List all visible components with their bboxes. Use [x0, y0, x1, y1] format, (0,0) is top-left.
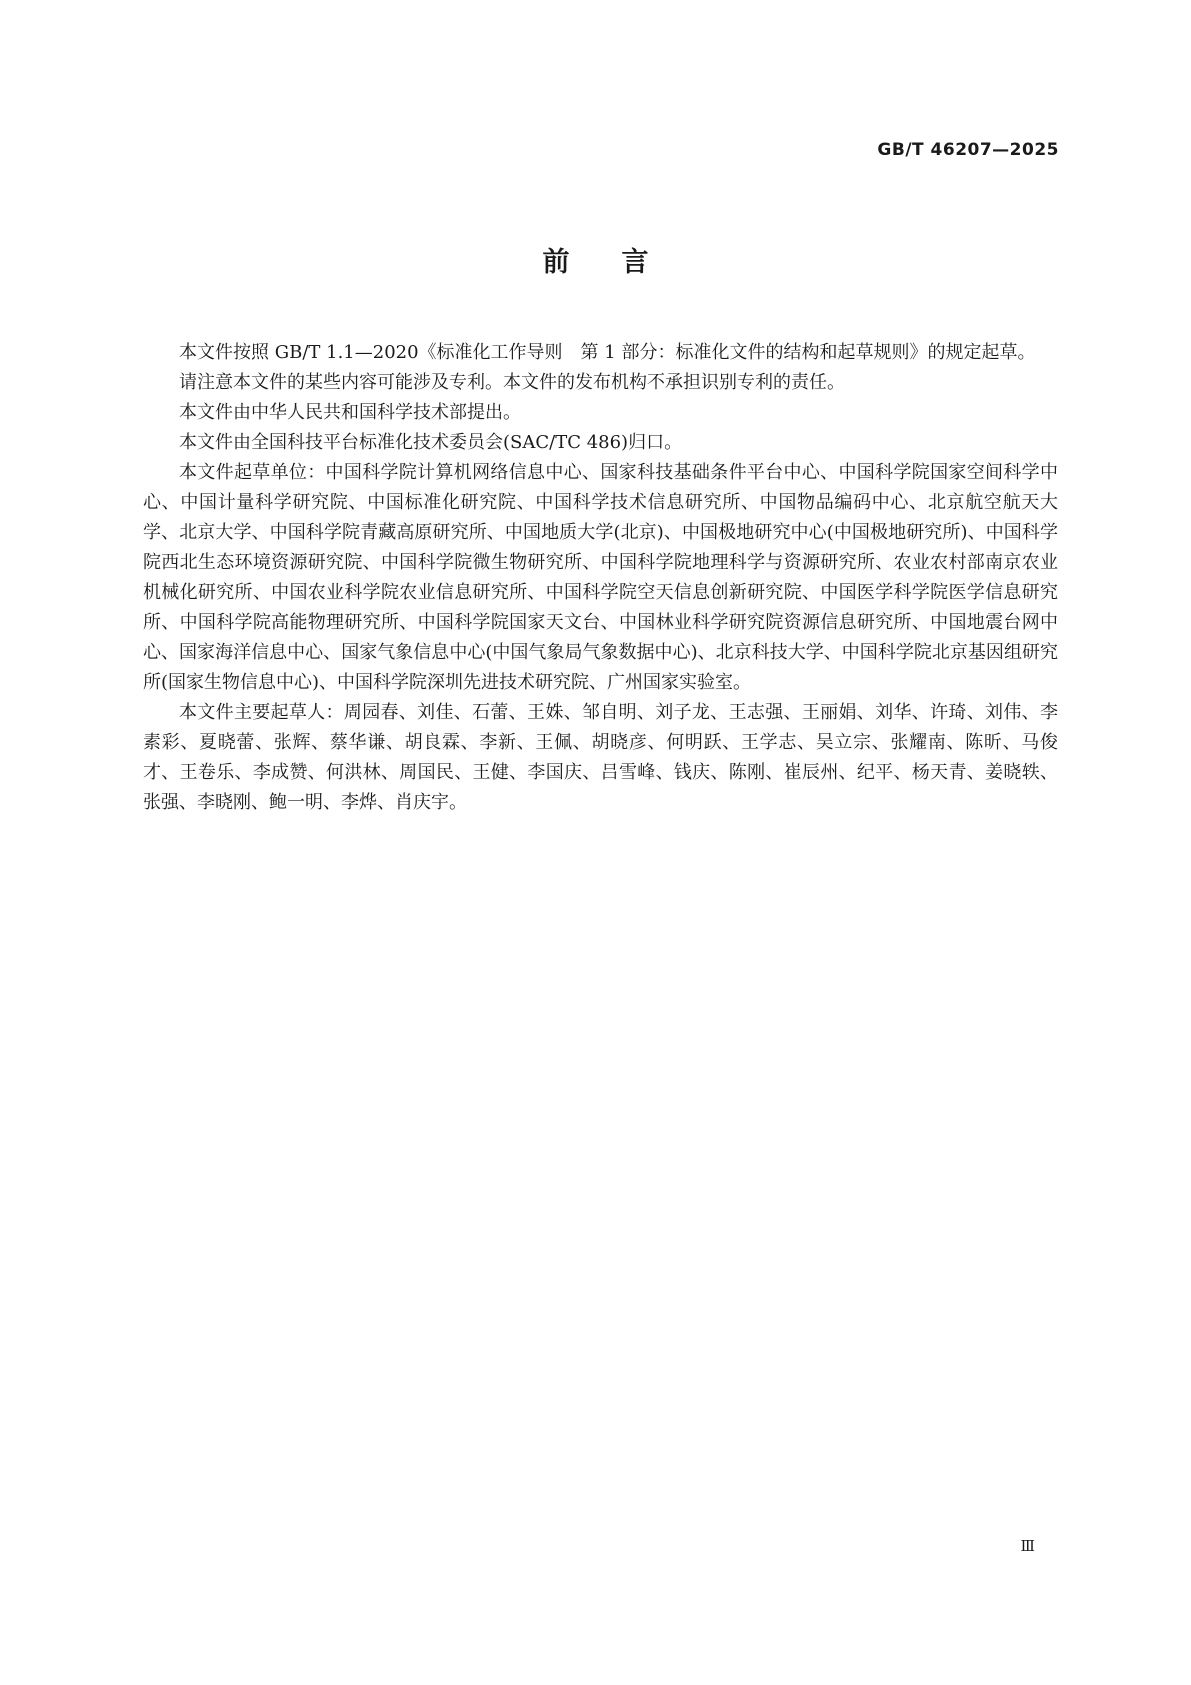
paragraph-committee: 本文件由全国科技平台标准化技术委员会(SAC/TC 486)归口。	[179, 432, 683, 453]
page-number: Ⅲ	[1020, 1537, 1034, 1555]
paragraph-proposer: 本文件由中华人民共和国科学技术部提出。	[179, 402, 521, 423]
paragraph-patent-notice: 请注意本文件的某些内容可能涉及专利。本文件的发布机构不承担识别专利的责任。	[179, 372, 845, 393]
foreword-body	[143, 338, 1058, 818]
paragraph-drafters: 本文件主要起草人：周园春、刘佳、石蕾、王姝、邹自明、刘子龙、王志强、王丽娟、刘华、许琦、刘伟、李素彩、夏晓蕾、张辉、蔡华谦、胡良霖、李新、王佩、胡晓彦、何明跃、王学志、吴立宗、张耀南、陈昕、马俊才、王卷乐、李成赞、何洪林、周国民、王健、李国庆、吕雪峰、钱庆、陈刚、崔辰州、纪平、杨天青、姜晓轶、张强、李晓刚、鲍一明、李烨、肖庆宇。	[143, 702, 1058, 813]
page-title: 前言	[542, 247, 701, 278]
paragraph-drafting-rules: 本文件按照 GB/T 1.1—2020《标准化工作导则 第 1 部分：标准化文件的结构和起草规则》的规定起草。	[179, 342, 1036, 363]
standard-number: GB/T 46207—2025	[877, 140, 1059, 160]
paragraph-drafting-units: 本文件起草单位：中国科学院计算机网络信息中心、国家科技基础条件平台中心、中国科学院国家空间科学中心、中国计量科学研究院、中国标准化研究院、中国科学技术信息研究所、中国物品编码中心、北京航空航天大学、北京大学、中国科学院青藏高原研究所、中国地质大学(北京)、中国极地研究中心(中国极地研究所)、中国科学院西北生态环境资源研究院、中国科学院微生物研究所、中国科学院地理科学与资源研究所、农业农村部南京农业机械化研究所、中国农业科学院农业信息研究所、中国科学院空天信息创新研究院、中国医学科学院医学信息研究所、中国科学院高能物理研究所、中国科学院国家天文台、中国林业科学研究院资源信息研究所、中国地震台网中心、国家海洋信息中心、国家气象信息中心(中国气象局气象数据中心)、北京科技大学、中国科学院北京基因组研究所(国家生物信息中心)、中国科学院深圳先进技术研究院、广州国家实验室。	[143, 462, 1058, 693]
